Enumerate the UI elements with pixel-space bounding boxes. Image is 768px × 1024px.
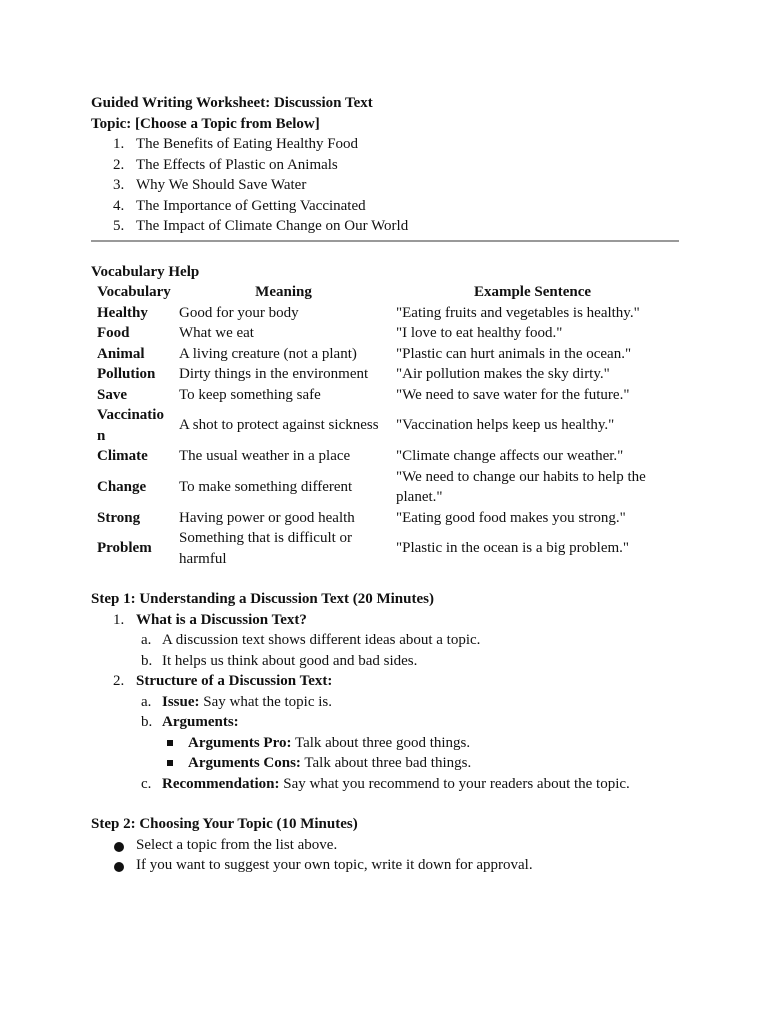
topic-text: The Effects of Plastic on Animals <box>136 156 338 173</box>
vocabulary-row <box>93 405 673 446</box>
sub-item-term: Issue: <box>162 693 200 710</box>
step1-list <box>91 610 681 795</box>
example-column-header: Example Sentence <box>473 284 592 300</box>
topic-item <box>91 155 681 176</box>
vocabulary-example: "Eating good food makes you strong." <box>396 509 626 526</box>
topic-text: Why We Should Save Water <box>136 177 307 193</box>
topic-number: 1. <box>113 136 125 152</box>
sub-item-text: A discussion text shows different ideas about a topic. <box>162 632 481 648</box>
vocabulary-example: "Air pollution makes the sky dirty." <box>396 366 610 382</box>
worksheet-title: Guided Writing Worksheet: Discussion Text <box>91 95 373 111</box>
sub-item-term: Arguments: <box>162 714 239 730</box>
vocabulary-meaning: To keep something safe <box>179 386 321 403</box>
step1-item <box>91 671 681 794</box>
step1-sub-item <box>136 692 681 713</box>
vocabulary-row <box>93 364 673 385</box>
step2-heading: Step 2: Choosing Your Topic (10 Minutes) <box>91 816 358 832</box>
topic-item <box>91 216 681 237</box>
sub-item-text: Say what you recommend to your readers about the topic. <box>279 775 630 792</box>
vocabulary-meaning: Something that is difficult or harmful <box>179 530 353 567</box>
topic-text: The Benefits of Eating Healthy Food <box>136 136 359 152</box>
step1-sub-list <box>136 630 681 671</box>
vocabulary-row <box>93 528 673 569</box>
vocabulary-word: Change <box>97 478 147 495</box>
vocabulary-row <box>93 446 673 467</box>
sub-item-letter: b. <box>141 714 153 730</box>
step1-item-number: 2. <box>113 673 125 689</box>
vocabulary-meaning: Dirty things in the environment <box>179 366 369 382</box>
step2-item-text: Select a topic from the list above. <box>136 836 338 853</box>
sub-item-text: It helps us think about good and bad sides. <box>162 652 418 669</box>
sub-item-text: Say what the topic is. <box>199 693 332 710</box>
topic-item <box>91 196 681 217</box>
topic-text: The Impact of Climate Change on Our World <box>136 218 409 234</box>
vocabulary-column-header: Vocabulary <box>97 284 171 300</box>
vocabulary-row <box>93 344 673 365</box>
step1-item <box>91 610 681 672</box>
vocabulary-table <box>93 282 673 569</box>
vocabulary-meaning: To make something different <box>179 478 353 495</box>
vocabulary-row <box>93 323 673 344</box>
bullet-icon <box>114 862 124 872</box>
vocabulary-example: "We need to save water for the future." <box>396 386 630 403</box>
step2-item <box>91 855 681 876</box>
vocabulary-meaning: A shot to protect against sickness <box>179 417 379 434</box>
topic-item <box>91 134 681 155</box>
vocabulary-meaning: Having power or good health <box>179 509 355 526</box>
topic-number: 3. <box>113 177 125 193</box>
vocabulary-word: Pollution <box>97 366 156 382</box>
sub-item-letter: c. <box>141 775 152 792</box>
vocabulary-example: "We need to change our habits to help the planet." <box>396 468 646 505</box>
vocabulary-meaning: What we eat <box>179 325 254 341</box>
vocabulary-meaning: A living creature (not a plant) <box>179 345 357 362</box>
step2-item-text: If you want to suggest your own topic, write it down for approval. <box>136 857 533 873</box>
vocabulary-word: Food <box>97 325 130 341</box>
sub-item-letter: a. <box>141 693 152 710</box>
vocabulary-word: Healthy <box>97 304 148 321</box>
vocabulary-meaning: Good for your body <box>179 304 299 321</box>
vocabulary-row <box>93 467 673 508</box>
argument-item <box>162 733 681 754</box>
topic-heading: Topic: [Choose a Topic from Below] <box>91 115 320 132</box>
vocabulary-header-row <box>93 282 673 303</box>
vocabulary-word: Strong <box>97 509 141 526</box>
vocabulary-word: Save <box>97 386 127 403</box>
square-bullet-icon <box>167 760 173 766</box>
vocabulary-heading: Vocabulary Help <box>91 263 200 280</box>
step1-item-label: Structure of a Discussion Text: <box>136 673 333 689</box>
vocabulary-example: "Plastic in the ocean is a big problem." <box>396 540 630 557</box>
step2-item <box>91 835 681 856</box>
step1-sub-item <box>136 774 681 795</box>
step1-sub-list <box>136 692 681 795</box>
sub-item-term: Recommendation: <box>162 775 280 792</box>
vocabulary-word: Problem <box>97 540 152 557</box>
topic-item <box>91 175 681 196</box>
argument-text: Talk about three good things. <box>291 734 471 751</box>
step1-item-number: 1. <box>113 611 125 628</box>
square-bullet-icon <box>167 740 173 746</box>
argument-item <box>162 753 681 774</box>
topic-list <box>91 134 681 237</box>
argument-text: Talk about three bad things. <box>300 755 472 771</box>
step1-item-label: What is a Discussion Text? <box>136 611 307 628</box>
argument-term: Arguments Pro: <box>188 734 292 751</box>
topic-number: 2. <box>113 156 125 173</box>
topic-number: 5. <box>113 218 125 234</box>
sub-item-letter: a. <box>141 632 152 648</box>
step1-sub-item <box>136 651 681 672</box>
vocabulary-row <box>93 303 673 324</box>
vocabulary-word: Animal <box>97 345 145 362</box>
step1-sub-item <box>136 712 681 774</box>
meaning-column-header: Meaning <box>255 284 312 300</box>
vocabulary-example: "Climate change affects our weather." <box>396 448 624 464</box>
argument-term: Arguments Cons: <box>188 755 301 771</box>
bullet-icon <box>114 842 124 852</box>
topic-text: The Importance of Getting Vaccinated <box>136 197 366 214</box>
vocabulary-example: "Vaccination helps keep us healthy." <box>396 417 615 434</box>
topic-number: 4. <box>113 197 125 214</box>
vocabulary-meaning: The usual weather in a place <box>179 448 351 464</box>
vocabulary-row <box>93 508 673 529</box>
vocabulary-example: "Eating fruits and vegetables is healthy." <box>396 304 640 321</box>
vocabulary-row <box>93 385 673 406</box>
sub-item-letter: b. <box>141 652 153 669</box>
step1-sub-item <box>136 630 681 651</box>
vocabulary-example: "I love to eat healthy food." <box>396 325 563 341</box>
arguments-list <box>162 733 681 774</box>
vocabulary-example: "Plastic can hurt animals in the ocean." <box>396 345 632 362</box>
worksheet-content <box>91 93 681 876</box>
step2-list <box>91 835 681 876</box>
vocabulary-word: Vaccination <box>97 407 164 444</box>
step1-heading: Step 1: Understanding a Discussion Text (20 Minutes) <box>91 591 434 607</box>
vocabulary-word: Climate <box>97 448 148 464</box>
